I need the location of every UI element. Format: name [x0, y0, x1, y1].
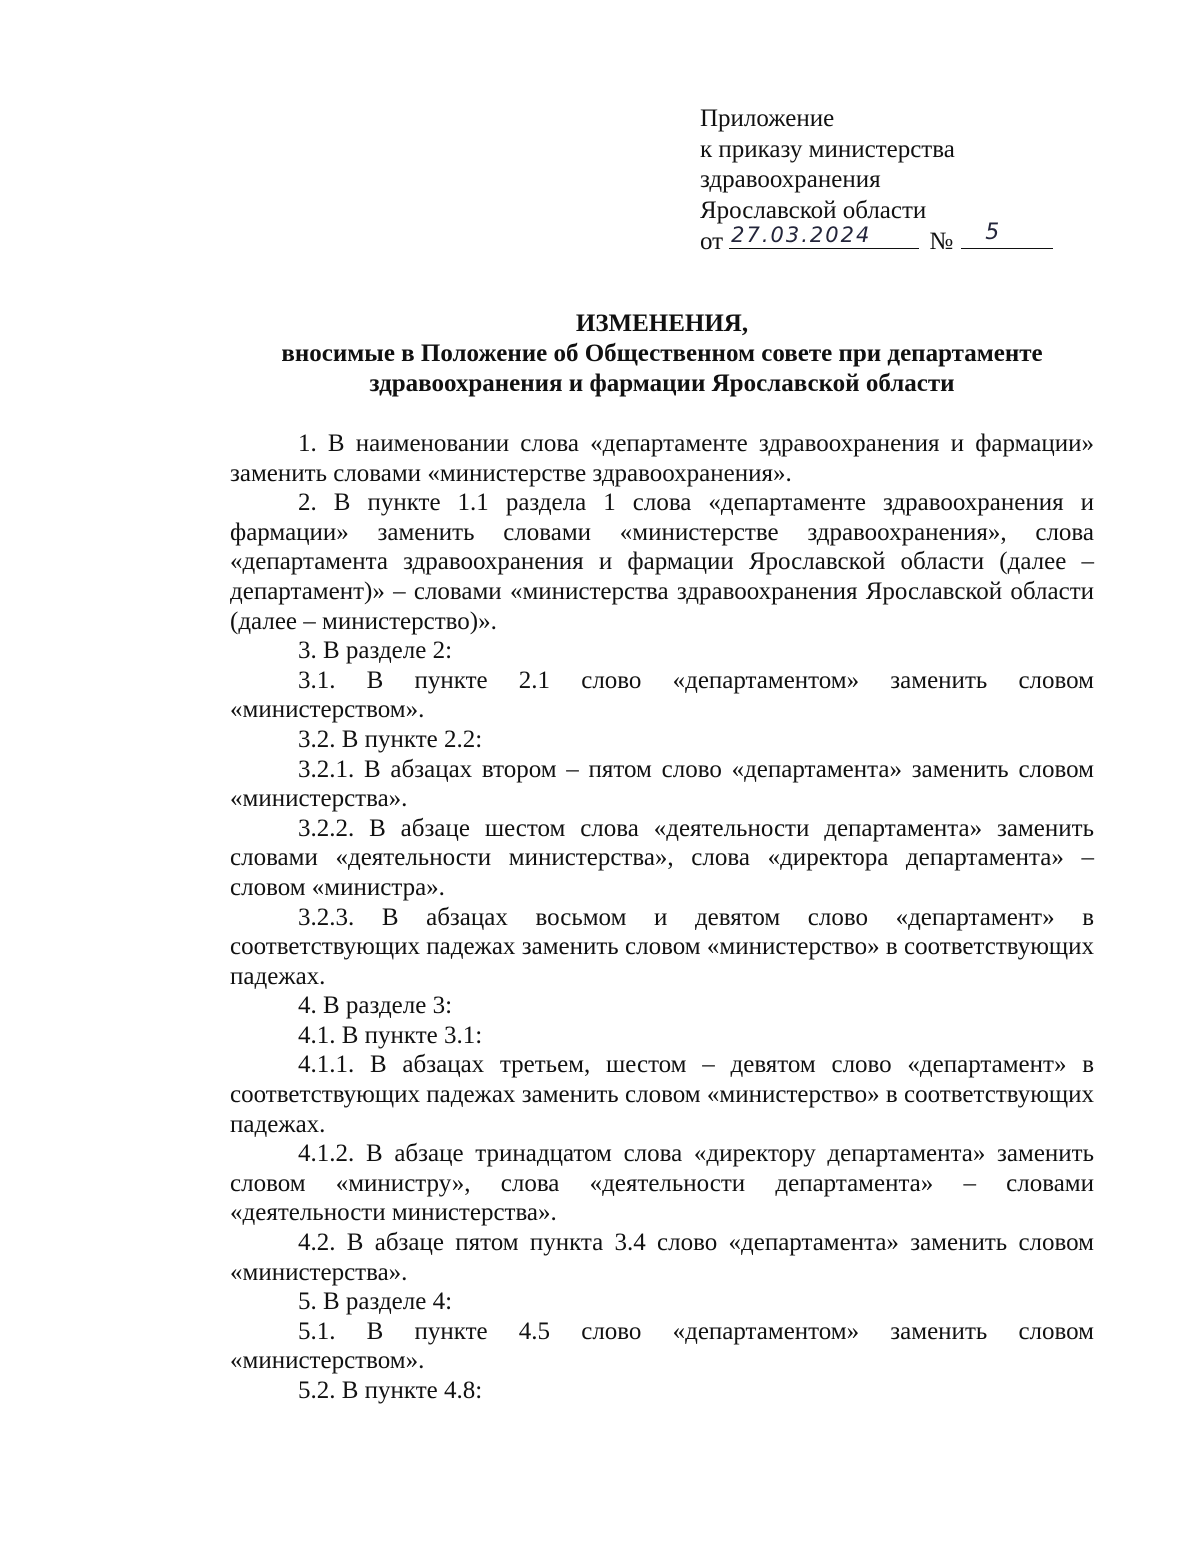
- paragraph-5: 5. В разделе 4:: [298, 1288, 453, 1316]
- document-body: [230, 429, 1094, 1406]
- paragraph-4: 4. В разделе 3:: [298, 992, 453, 1020]
- paragraph-3: 3. В разделе 2:: [298, 637, 453, 665]
- appendix-line-3: здравоохранения: [700, 166, 881, 193]
- paragraph-3-2-3: 3.2.3. В абзацах восьмом и девятом слово «департамент» в соответствующих падежах заменить словом «министерство» в соответствующих падежах.: [230, 903, 1094, 990]
- title-line-2: вносимые в Положение об Общественном совете при департаменте: [281, 340, 1043, 367]
- appendix-line-1: Приложение: [700, 105, 835, 132]
- title-line-3: здравоохранения и фармации Ярославской области: [369, 370, 955, 397]
- paragraph-5-1: 5.1. В пункте 4.5 слово «департаментом» заменить словом «министерством».: [230, 1317, 1094, 1375]
- document-title: [230, 309, 1094, 399]
- date-blank: [729, 222, 919, 249]
- appendix-line-2: к приказу министерства: [700, 135, 955, 163]
- appendix-header: [700, 104, 1053, 258]
- paragraph-4-1: 4.1. В пункте 3.1:: [298, 1021, 483, 1049]
- appendix-date-line: [700, 219, 1053, 258]
- paragraph-3-1: 3.1. В пункте 2.1 слово «департаментом» заменить словом «министерством».: [230, 666, 1094, 724]
- paragraph-3-2: 3.2. В пункте 2.2:: [298, 725, 483, 753]
- paragraph-4-1-1: 4.1.1. В абзацах третьем, шестом – девятом слово «департамент» в соответствующих падежах заменить словом «министерство» в соответствующих падежах.: [230, 1051, 1094, 1138]
- paragraph-1: 1. В наименовании слова «департаменте здравоохранения и фармации» заменить словами «министерстве здравоохранения».: [230, 430, 1094, 487]
- paragraph-3-2-2: 3.2.2. В абзаце шестом слова «деятельности департамента» заменить словами «деятельности министерства», слова «директора департамента» – словом «министра».: [230, 814, 1094, 901]
- paragraph-2: 2. В пункте 1.1 раздела 1 слова «департаменте здравоохранения и фармации» заменить словами «министерстве здравоохранения», слова «департамента здравоохранения и фармации Ярославской области (далее – департамент)» – словами «министерства здравоохранения Ярославской области (далее – министерство)».: [230, 489, 1094, 635]
- paragraph-3-2-1: 3.2.1. В абзацах втором – пятом слово «департамента» заменить словом «министерства».: [230, 755, 1094, 813]
- paragraph-4-2: 4.2. В абзаце пятом пункта 3.4 слово «департамента» заменить словом «министерства».: [230, 1229, 1094, 1286]
- handwritten-number: 5: [985, 219, 1002, 245]
- number-blank: [961, 219, 1053, 249]
- paragraph-5-2: 5.2. В пункте 4.8:: [298, 1377, 483, 1404]
- handwritten-date: 27.03.2024: [731, 222, 872, 247]
- date-prefix: от: [700, 228, 724, 255]
- appendix-line-4: Ярославской области: [700, 196, 927, 224]
- paragraph-4-1-2: 4.1.2. В абзаце тринадцатом слова «директору департамента» заменить словом «министру», слова «деятельности департамента» – словами «деятельности министерства».: [230, 1140, 1094, 1227]
- number-prefix: №: [929, 228, 954, 255]
- title-line-1: ИЗМЕНЕНИЯ,: [575, 310, 749, 337]
